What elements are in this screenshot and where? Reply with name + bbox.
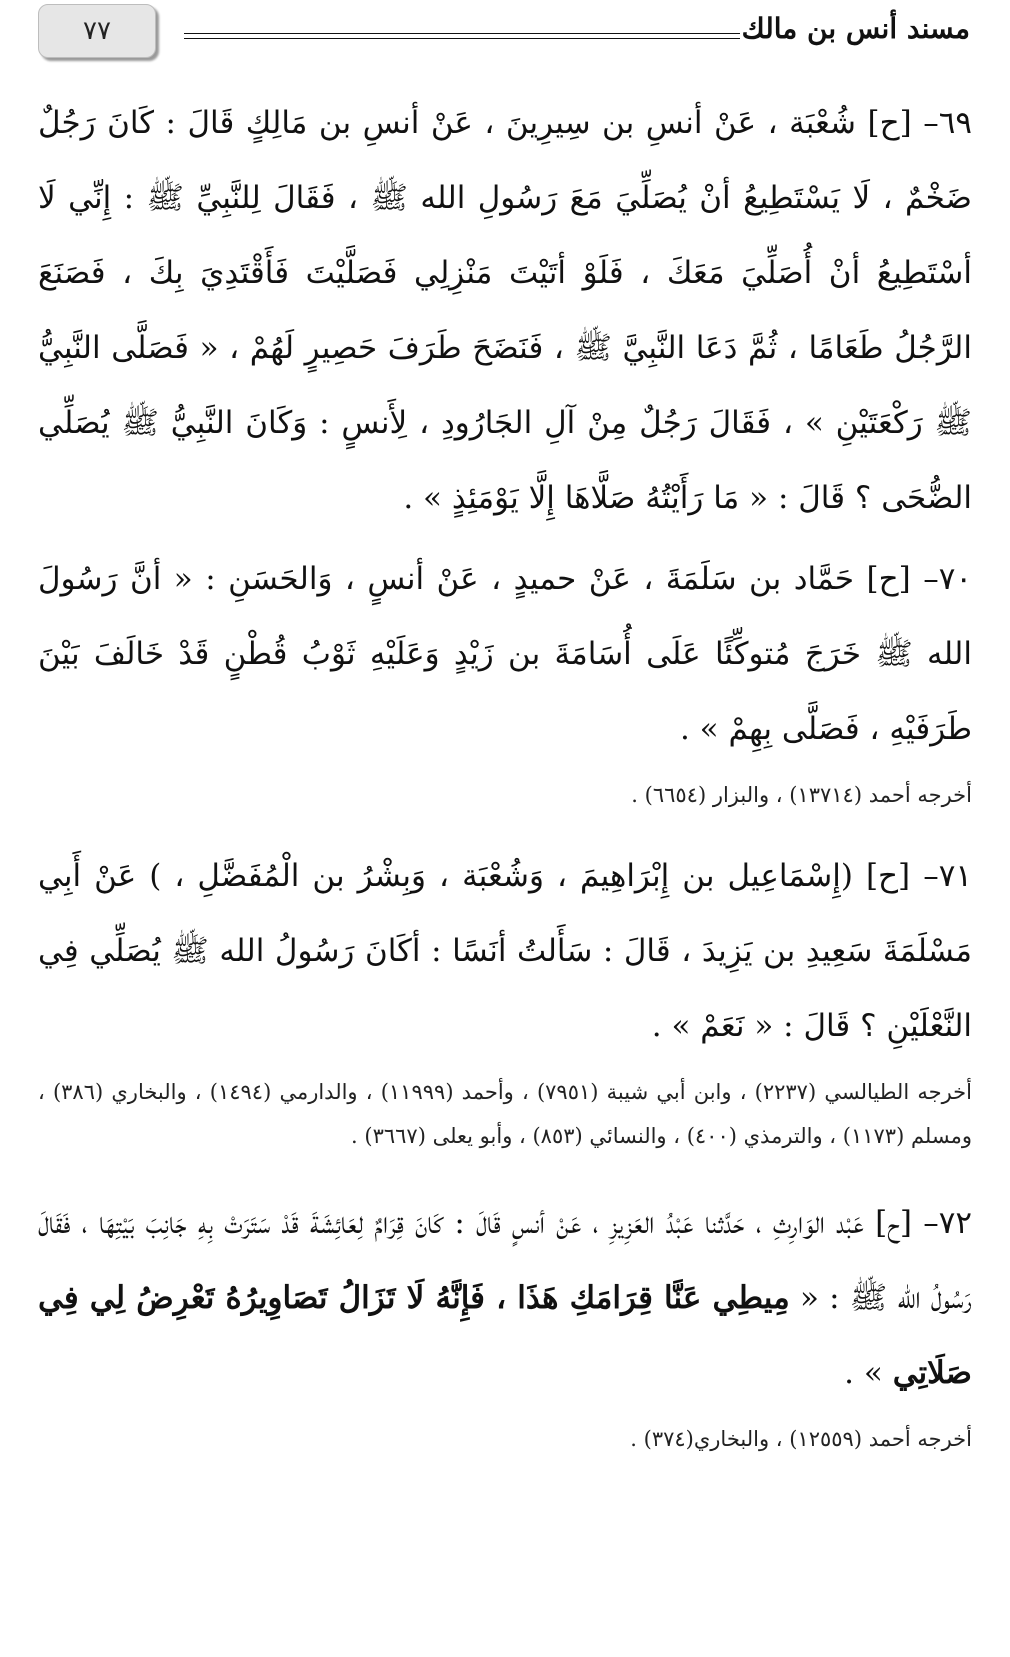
hadith-number: ٧١– [923,858,972,894]
hadith-72 [38,1186,972,1461]
hadith-bold-quote: مِيطِي عَنَّا قِرَامَكِ هَذَا ، فَإِنَّهُ لَا تَزَالُ تَصَاوِيرُهُ تَعْرِضُ لِي فِي صَلَاتِي [38,1280,972,1391]
page-number: ٧٧ [38,4,156,58]
hadith-71 [38,839,972,1158]
hadith-text [38,839,972,1064]
page-content [38,86,972,1461]
hadith-body: [ح] عَبْد الوَارِثِ ، حَدَّثنا عَبْدُ العَزِيزِ ، عَنْ أنسٍ قَالَ : كَانَ قِرَامٌ لِعَائِشَةَ قَدْ سَتَرَتْ بِهِ جَانِبَ بَيْتِهَا ، فَقَالَ رَسُولُ الله ﷺ : « [38,1205,972,1316]
hadith-70 [38,542,972,817]
hadith-number: ٧٢– [923,1205,972,1241]
hadith-text [38,1186,972,1411]
hadith-closing: » . [844,1355,883,1391]
hadith-body: [ح] حَمَّاد بن سَلَمَةَ ، عَنْ حميدٍ ، عَنْ أنسٍ ، وَالحَسَنِ : « أنَّ رَسُولَ الله ﷺ خَرَجَ مُتوكِّئًا عَلَى أُسَامَةَ بن زَيْدٍ وَعَلَيْهِ ثَوْبُ قُطْنٍ قَدْ خَالَفَ بَيْنَ طَرَفَيْهِ ، فَصَلَّى بِهِمْ » . [38,561,972,747]
takhrij-note: أخرجه الطيالسي (٢٢٣٧) ، وابن أبي شيبة (٧٩٥١) ، وأحمد (١١٩٩٩) ، والدارمي (١٤٩٤) ، والبخاري (٣٨٦) ، ومسلم (١١٧٣) ، والترمذي (٤٠٠) ، والنسائي (٨٥٣) ، وأبو يعلى (٣٦٦٧) . [38,1080,972,1148]
hadith-69 [38,86,972,536]
hadith-number: ٦٩– [923,105,973,141]
hadith-text [38,542,972,767]
hadith-text [38,86,972,536]
hadith-body: [ح] (إِسْمَاعِيل بن إِبْرَاهِيمَ ، وَشُعْبَة ، وَبِشْرُ بن الْمُفَضَّلِ ، ) عَنْ أَبِي مَسْلَمَةَ سَعِيدِ بن يَزِيدَ ، قَالَ : سَأَلتُ أنَسًا : أكَانَ رَسُولُ الله ﷺ يُصَلِّي فِي النَّعْلَيْنِ ؟ قَالَ : « نَعَمْ » . [38,858,972,1044]
header-rule [184,33,740,39]
takhrij-note: أخرجه أحمد (١٢٥٥٩) ، والبخاري(٣٧٤) . [630,1427,972,1451]
running-title: مسند أنس بن مالك [741,12,970,45]
page-header [0,0,1010,70]
takhrij-note: أخرجه أحمد (١٣٧١٤) ، والبزار (٦٦٥٤) . [631,783,972,807]
hadith-body: [ح] شُعْبَة ، عَنْ أنسِ بن سِيرِينَ ، عَنْ أنسِ بن مَالِكٍ قَالَ : كَانَ رَجُلٌ ضَخْمٌ ، لَا يَسْتَطِيعُ أنْ يُصَلِّيَ مَعَ رَسُولِ الله ﷺ ، فَقَالَ لِلنَّبِيِّ ﷺ : إِنِّي لَا أسْتَطِيعُ أنْ أُصَلِّيَ مَعَكَ ، فَلَوْ أتَيْتَ مَنْزِلِي فَصَلَّيْتَ فَأَقْتَدِيَ بِكَ ، فَصَنَعَ الرَّجُلُ طَعَامًا ، ثُمَّ دَعَا النَّبِيَّ ﷺ ، فَنَضَحَ طَرَفَ حَصِيرٍ لَهُمْ ، « فَصَلَّى النَّبِيُّ ﷺ رَكْعَتَيْنِ » ، فَقَالَ رَجُلٌ مِنْ آلِ الجَارُودِ ، لِأَنسٍ : وَكَانَ النَّبِيُّ ﷺ يُصَلِّي الضُّحَى ؟ قَالَ : « مَا رَأَيْتُهُ صَلَّاهَا إِلَّا يَوْمَئِذٍ » . [38,105,972,516]
hadith-number: ٧٠– [923,561,972,597]
